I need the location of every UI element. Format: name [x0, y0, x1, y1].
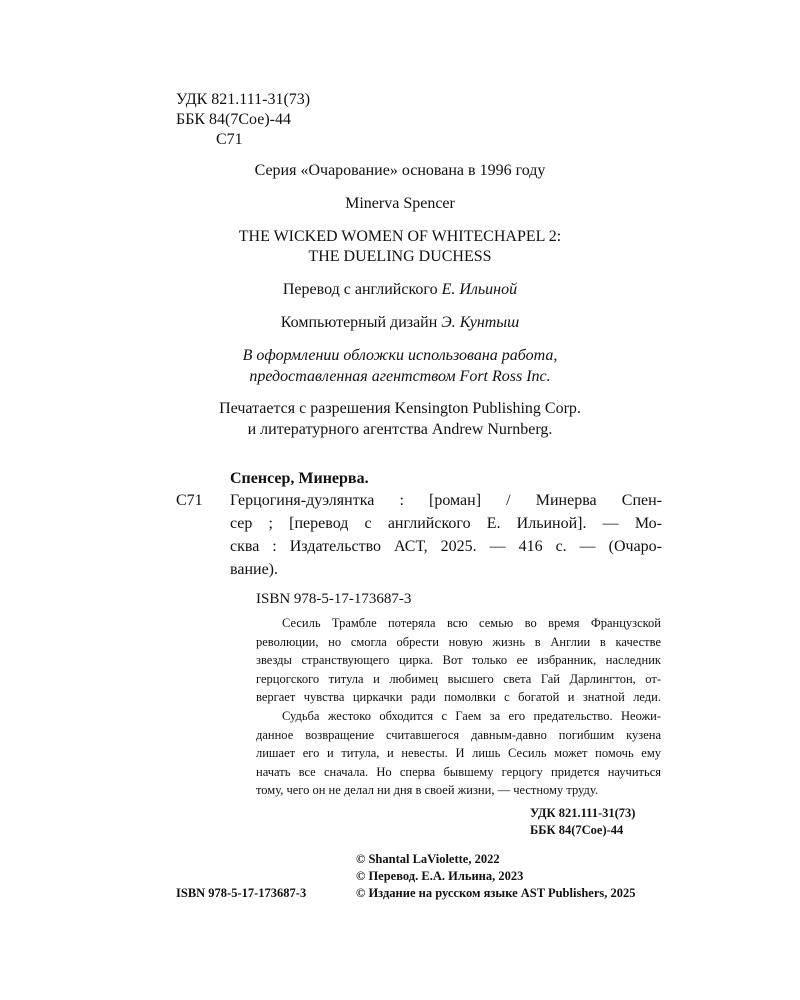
designer-name: Э. Кунтыш	[441, 314, 520, 331]
annotation-p1-line1	[256, 614, 661, 633]
biblio-line-2: сер ; [перевод с английского Е. Ильиной]. — Мо-	[230, 515, 662, 532]
isbn-bottom: ISBN 978-5-17-173687-3	[176, 886, 307, 900]
annotation-p2-line1	[256, 707, 661, 726]
annotation	[256, 614, 661, 800]
biblio-line-3: сква : Издательство АСТ, 2025. — 416 с. — (Очаро-	[230, 538, 662, 555]
translation-line	[150, 280, 650, 300]
cover-note-line2: предоставленная агентством Fort Ross Inc.	[249, 368, 551, 385]
original-title-line2: THE DUELING DUCHESS	[308, 248, 492, 265]
author-sign: С71	[216, 131, 243, 148]
biblio-isbn: ISBN 978-5-17-173687-3	[256, 591, 412, 607]
annotation-p1-line3: звезды странствующего цирка. Вот только ее избранник, наследник	[256, 653, 661, 668]
annotation-p2-line1-text: Судьба жестоко обходится с Гаем за его предательство. Неожи-	[282, 708, 661, 723]
original-author: Minerva Spencer	[345, 195, 455, 212]
annotation-p2-line4: начать все сначала. Но сперва бывшему герцогу придется научиться	[256, 764, 661, 779]
annotation-p2-line2: данное возвращение считавшегося давным-давно погибшим кузена	[256, 727, 661, 742]
annotation-p2-line5: тому, чего он не делал ни дня в своей жизни, — честному труду.	[256, 783, 598, 798]
biblio-sign: С71	[176, 492, 203, 509]
permission-line1: Печатается с разрешения Kensington Publishing Corp.	[219, 400, 581, 417]
cover-note-line1: В оформлении обложки использована работа,	[242, 347, 558, 364]
translator-name: Е. Ильиной	[441, 281, 518, 298]
bbk-code: ББК 84(7Сое)-44	[176, 111, 291, 128]
translation-prefix: Перевод с английского	[282, 281, 438, 298]
annotation-p1-line5: вергает чувства циркачки ради помолвки с богатой и знатной леди.	[256, 690, 661, 705]
biblio-heading: Спенсер, Минерва.	[230, 470, 369, 487]
copyright-author: © Shantal LaViolette, 2022	[356, 852, 500, 866]
biblio-line-4: вание).	[230, 561, 278, 578]
biblio-line-1: Герцогиня-дуэлянтка : [роман] / Минерва Спен-	[230, 492, 662, 509]
original-title-line1: THE WICKED WOMEN OF WHITECHAPEL 2:	[238, 228, 562, 245]
design-prefix: Компьютерный дизайн	[280, 314, 438, 331]
permission-line2: и литературного агентства Andrew Nurnberg.	[247, 421, 553, 438]
copyright-edition: © Издание на русском языке AST Publishers, 2025	[356, 886, 636, 900]
annotation-p2-line3: лишает его и титула, и невесты. И лишь Сесиль может помочь ему	[256, 746, 661, 761]
design-line	[150, 313, 650, 333]
annotation-p1-line2: революции, но смогла обрести новую жизнь в Англии в качестве	[256, 634, 661, 649]
series-line: Серия «Очарование» основана в 1996 году	[254, 162, 546, 179]
copyright-translation: © Перевод. Е.А. Ильина, 2023	[356, 869, 524, 883]
annotation-p1-line4: герцогского титула и любимец высшего света Гай Дарлингтон, от-	[256, 671, 661, 686]
udk-code: УДК 821.111-31(73)	[176, 91, 311, 108]
bbk-bottom: ББК 84(7Сое)-44	[530, 823, 624, 837]
annotation-p1-line1-text: Сесиль Трамбле потеряла всю семью во время Французской	[282, 616, 661, 630]
udk-bottom: УДК 821.111-31(73)	[530, 806, 636, 820]
